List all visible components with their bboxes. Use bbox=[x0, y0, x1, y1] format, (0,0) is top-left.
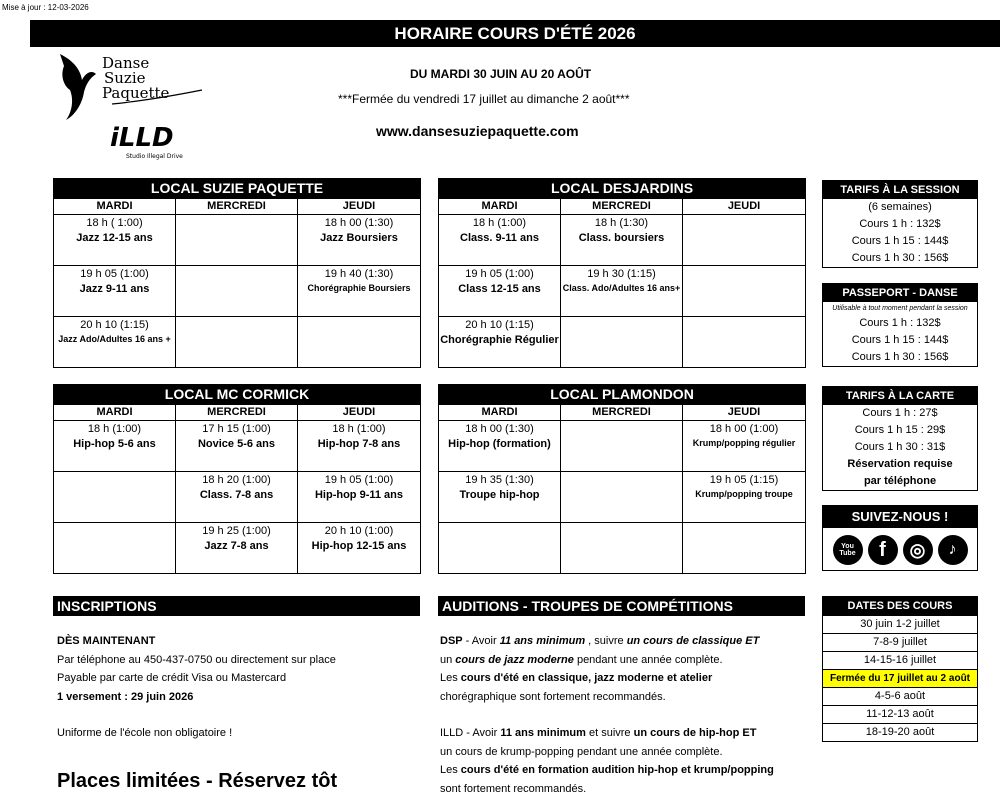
website-link[interactable]: www.dansesuziepaquette.com bbox=[376, 123, 579, 139]
box-subtitle: (6 semaines) bbox=[868, 201, 932, 213]
class-cell: 18 h 00 (1:30) Jazz Boursiers bbox=[298, 215, 421, 266]
class-cell: 19 h 30 (1:15) Class. Ado/Adultes 16 ans+ bbox=[561, 266, 683, 317]
class-cell: 19 h 40 (1:30) Chorégraphie Boursiers bbox=[298, 266, 421, 317]
class-cell: 18 h (1:00) Class. 9-11 ans bbox=[439, 215, 561, 266]
class-cell: 17 h 15 (1:00) Novice 5-6 ans bbox=[176, 421, 298, 472]
reservation-note: Réservation requise bbox=[847, 458, 953, 470]
course-date: 7-8-9 juillet bbox=[823, 633, 977, 651]
class-cell: 20 h 10 (1:15) Chorégraphie Régulier bbox=[439, 317, 561, 368]
updated-date: Mise à jour : 12-03-2026 bbox=[2, 3, 89, 12]
auditions-title: AUDITIONS - TROUPES DE COMPÉTITIONS bbox=[438, 596, 805, 616]
price-line: Cours 1 h 15 : 29$ bbox=[854, 424, 946, 436]
tarifs-session-box bbox=[822, 180, 978, 268]
tiktok-icon[interactable]: ♪ bbox=[938, 535, 968, 565]
class-cell: 18 h (1:30) Class. boursiers bbox=[561, 215, 683, 266]
class-cell bbox=[683, 523, 806, 574]
class-cell bbox=[561, 523, 683, 574]
auditions-text bbox=[440, 632, 815, 798]
page-title: HORAIRE COURS D'ÉTÉ 2026 bbox=[30, 20, 1000, 47]
box-title: TARIFS À LA CARTE bbox=[823, 387, 977, 405]
class-cell: 18 h (1:00) Hip-hop 5-6 ans bbox=[54, 421, 176, 472]
class-cell bbox=[54, 523, 176, 574]
price-line: Cours 1 h 30 : 31$ bbox=[854, 441, 946, 453]
closure-date: Fermée du 17 juillet au 2 août bbox=[823, 669, 977, 687]
closure-notice: ***Fermée du vendredi 17 juillet au dimanche 2 août*** bbox=[338, 92, 630, 106]
schedule-local-suzie-paquette bbox=[53, 178, 421, 368]
logo-line3: Paquette bbox=[102, 84, 170, 102]
day-thu: JEUDI bbox=[683, 405, 806, 421]
course-date: 4-5-6 août bbox=[823, 687, 977, 705]
logo-line2: Suzie bbox=[104, 69, 146, 87]
places-limited: Places limitées - Réservez tôt bbox=[57, 770, 338, 792]
day-tue: MARDI bbox=[54, 405, 176, 421]
day-wed: MERCREDI bbox=[561, 405, 683, 421]
social-box bbox=[822, 505, 978, 571]
passeport-box bbox=[822, 283, 978, 367]
class-cell bbox=[439, 523, 561, 574]
class-cell bbox=[683, 266, 806, 317]
price-line: Cours 1 h 15 : 144$ bbox=[851, 235, 949, 247]
box-title: PASSEPORT - DANSE bbox=[823, 284, 977, 302]
price-line: Cours 1 h 15 : 144$ bbox=[851, 334, 949, 346]
instagram-icon[interactable]: ◎ bbox=[903, 535, 933, 565]
audition-line: Les cours d'été en formation audition hip-hop et krump/popping bbox=[440, 764, 774, 776]
day-tue: MARDI bbox=[54, 199, 176, 215]
local-title: LOCAL PLAMONDON bbox=[439, 385, 806, 405]
audition-line: chorégraphique sont fortement recommandés. bbox=[440, 690, 666, 703]
audition-line: Les cours d'été en classique, jazz moderne et atelier bbox=[440, 672, 713, 684]
day-wed: MERCREDI bbox=[176, 405, 298, 421]
box-title: SUIVEZ-NOUS ! bbox=[823, 506, 977, 528]
inscriptions-text bbox=[57, 632, 417, 743]
box-title: DATES DES COURS bbox=[823, 597, 977, 615]
day-thu: JEUDI bbox=[298, 199, 421, 215]
class-cell: 18 h ( 1:00) Jazz 12-15 ans bbox=[54, 215, 176, 266]
logo-line1: Danse bbox=[102, 54, 150, 72]
price-line: Cours 1 h 30 : 156$ bbox=[851, 351, 949, 363]
day-tue: MARDI bbox=[439, 405, 561, 421]
class-cell bbox=[176, 266, 298, 317]
local-title: LOCAL MC CORMICK bbox=[54, 385, 421, 405]
class-cell bbox=[561, 472, 683, 523]
box-note: Utilisable à tout moment pendant la session bbox=[832, 305, 968, 312]
class-cell: 19 h 05 (1:00) Hip-hop 9-11 ans bbox=[298, 472, 421, 523]
class-cell: 19 h 25 (1:00) Jazz 7-8 ans bbox=[176, 523, 298, 574]
class-cell bbox=[298, 317, 421, 368]
price-line: Cours 1 h 30 : 156$ bbox=[851, 252, 949, 264]
inscriptions-line: DÈS MAINTENANT bbox=[57, 635, 156, 647]
day-thu: JEUDI bbox=[683, 199, 806, 215]
class-cell: 19 h 05 (1:00) Jazz 9-11 ans bbox=[54, 266, 176, 317]
course-date: 18-19-20 août bbox=[823, 723, 977, 741]
price-line: Cours 1 h : 132$ bbox=[859, 317, 941, 329]
inscriptions-line: Uniforme de l'école non obligatoire ! bbox=[57, 727, 233, 739]
course-date: 11-12-13 août bbox=[823, 705, 977, 723]
audition-line: un cours de krump-popping pendant une année complète. bbox=[440, 745, 723, 758]
audition-line: ILLD - Avoir 11 ans minimum et suivre un cours de hip-hop ET bbox=[440, 727, 757, 739]
inscriptions-line: 1 versement : 29 juin 2026 bbox=[57, 690, 194, 703]
tarifs-carte-box bbox=[822, 386, 978, 491]
price-line: Cours 1 h : 132$ bbox=[859, 218, 941, 230]
class-cell: 18 h 20 (1:00) Class. 7-8 ans bbox=[176, 472, 298, 523]
course-date: 30 juin 1-2 juillet bbox=[823, 615, 977, 633]
class-cell bbox=[683, 215, 806, 266]
class-cell: 18 h 00 (1:30) Hip-hop (formation) bbox=[439, 421, 561, 472]
inscriptions-line: Payable par carte de crédit Visa ou Mastercard bbox=[57, 672, 287, 684]
class-cell: 18 h 00 (1:00) Krump/popping régulier bbox=[683, 421, 806, 472]
course-date: 14-15-16 juillet bbox=[823, 651, 977, 669]
schedule-local-plamondon bbox=[438, 384, 806, 574]
day-wed: MERCREDI bbox=[176, 199, 298, 215]
schedule-local-mc-cormick bbox=[53, 384, 421, 574]
day-tue: MARDI bbox=[439, 199, 561, 215]
day-thu: JEUDI bbox=[298, 405, 421, 421]
logo-sub: Studio Illegal Drive bbox=[126, 153, 183, 160]
logo-mark: iLLD bbox=[110, 123, 174, 153]
audition-line: sont fortement recommandés. bbox=[440, 782, 587, 795]
schedule-local-desjardins bbox=[438, 178, 806, 368]
class-cell: 19 h 05 (1:00) Class 12-15 ans bbox=[439, 266, 561, 317]
inscriptions-title: INSCRIPTIONS bbox=[53, 596, 420, 616]
class-cell bbox=[176, 215, 298, 266]
youtube-icon[interactable]: You Tube bbox=[833, 535, 863, 565]
price-line: Cours 1 h : 27$ bbox=[862, 407, 938, 419]
class-cell: 19 h 05 (1:15) Krump/popping troupe bbox=[683, 472, 806, 523]
class-cell bbox=[561, 317, 683, 368]
inscriptions-line: Par téléphone au 450-437-0750 ou directement sur place bbox=[57, 653, 336, 666]
box-title: TARIFS À LA SESSION bbox=[823, 181, 977, 199]
dates-cours-box bbox=[822, 596, 978, 742]
class-cell: 20 h 10 (1:00) Hip-hop 12-15 ans bbox=[298, 523, 421, 574]
class-cell: 20 h 10 (1:15) Jazz Ado/Adultes 16 ans + bbox=[54, 317, 176, 368]
audition-line: un cours de jazz moderne pendant une année complète. bbox=[440, 653, 723, 666]
session-dates: DU MARDI 30 JUIN AU 20 AOÛT bbox=[410, 67, 592, 81]
dancer-silhouette bbox=[60, 54, 96, 120]
day-wed: MERCREDI bbox=[561, 199, 683, 215]
class-cell bbox=[54, 472, 176, 523]
social-icons bbox=[823, 528, 977, 570]
school-logo bbox=[52, 50, 212, 165]
facebook-icon[interactable]: f bbox=[868, 535, 898, 565]
class-cell bbox=[176, 317, 298, 368]
audition-line: DSP - Avoir 11 ans minimum , suivre un cours de classique ET bbox=[440, 635, 760, 647]
local-title: LOCAL SUZIE PAQUETTE bbox=[54, 179, 421, 199]
class-cell: 19 h 35 (1:30) Troupe hip-hop bbox=[439, 472, 561, 523]
class-cell: 18 h (1:00) Hip-hop 7-8 ans bbox=[298, 421, 421, 472]
class-cell bbox=[561, 421, 683, 472]
class-cell bbox=[683, 317, 806, 368]
reservation-note: par téléphone bbox=[863, 475, 937, 487]
local-title: LOCAL DESJARDINS bbox=[439, 179, 806, 199]
